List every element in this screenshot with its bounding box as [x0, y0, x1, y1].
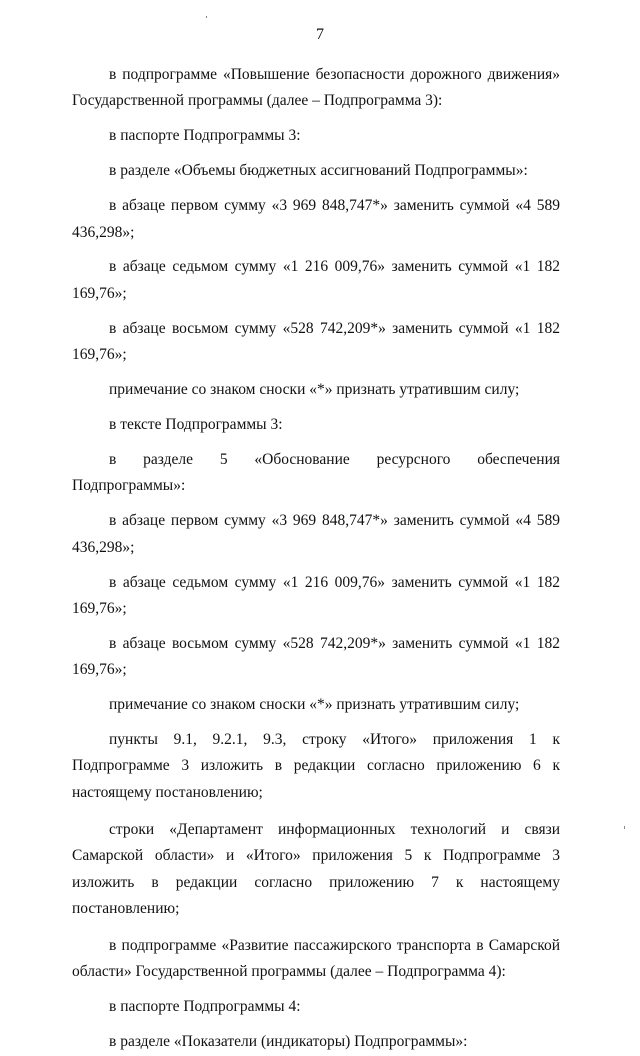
- paragraph-appendix-5: строки «Департамент информационных технологий и связи Самарской области» и «Итого» приложения 5 к Подпрограмме 3 изложить в редакции согласно приложению 7 к настоящему постановлению;: [72, 820, 560, 917]
- paragraph-footnote-note: примечание со знаком сноски «*» признать утратившим силу;: [109, 381, 520, 399]
- page-number: 7: [316, 26, 324, 43]
- paragraph-seventh-amount: в абзаце седьмом сумму «1 216 009,76» заменить суммой «1 182 169,76»;: [72, 258, 560, 302]
- paragraph-appendix-1: пункты 9.1, 9.2.1, 9.3, строку «Итого» приложения 1 к Подпрограмме 3 изложить в редакции согласно приложению 6 к настоящему постановлению;: [72, 731, 560, 801]
- paragraph-seventh-amount-text: в абзаце седьмом сумму «1 216 009,76» заменить суммой «1 182 169,76»;: [72, 573, 560, 617]
- document-body: [72, 62, 560, 1056]
- paragraph-footnote-note-text: примечание со знаком сноски «*» признать утратившим силу;: [109, 696, 520, 714]
- paragraph-subprogram-3-intro: в подпрограмме «Повышение безопасности дорожного движения» Государственной программы (далее – Подпрограмма 3):: [72, 66, 560, 110]
- scan-speck: [624, 826, 625, 829]
- paragraph-passport-3: в паспорте Подпрограммы 3:: [109, 127, 301, 145]
- paragraph-indicators-section: в разделе «Показатели (индикаторы) Подпрограммы»:: [109, 1033, 468, 1051]
- scan-speck: [206, 16, 207, 18]
- paragraph-first-amount-text: в абзаце первом сумму «3 969 848,747*» заменить суммой «4 589 436,298»;: [72, 512, 560, 556]
- paragraph-first-amount: в абзаце первом сумму «3 969 848,747*» заменить суммой «4 589 436,298»;: [72, 197, 560, 241]
- paragraph-subprogram-4-intro: в подпрограмме «Развитие пассажирского транспорта в Самарской области» Государственной программы (далее – Подпрограмма 4):: [72, 936, 560, 981]
- paragraph-text-3: в тексте Подпрограммы 3:: [109, 415, 283, 433]
- paragraph-eighth-amount-text: в абзаце восьмом сумму «528 742,209*» заменить суммой «1 182 169,76»;: [72, 634, 560, 679]
- paragraph-passport-4: в паспорте Подпрограммы 4:: [109, 998, 301, 1016]
- paragraph-budget-section: в разделе «Объемы бюджетных ассигнований Подпрограммы»:: [109, 162, 528, 180]
- paragraph-eighth-amount: в абзаце восьмом сумму «528 742,209*» заменить суммой «1 182 169,76»;: [72, 319, 560, 364]
- paragraph-section-5: в разделе 5 «Обоснование ресурсного обеспечения Подпрограммы»:: [72, 450, 560, 495]
